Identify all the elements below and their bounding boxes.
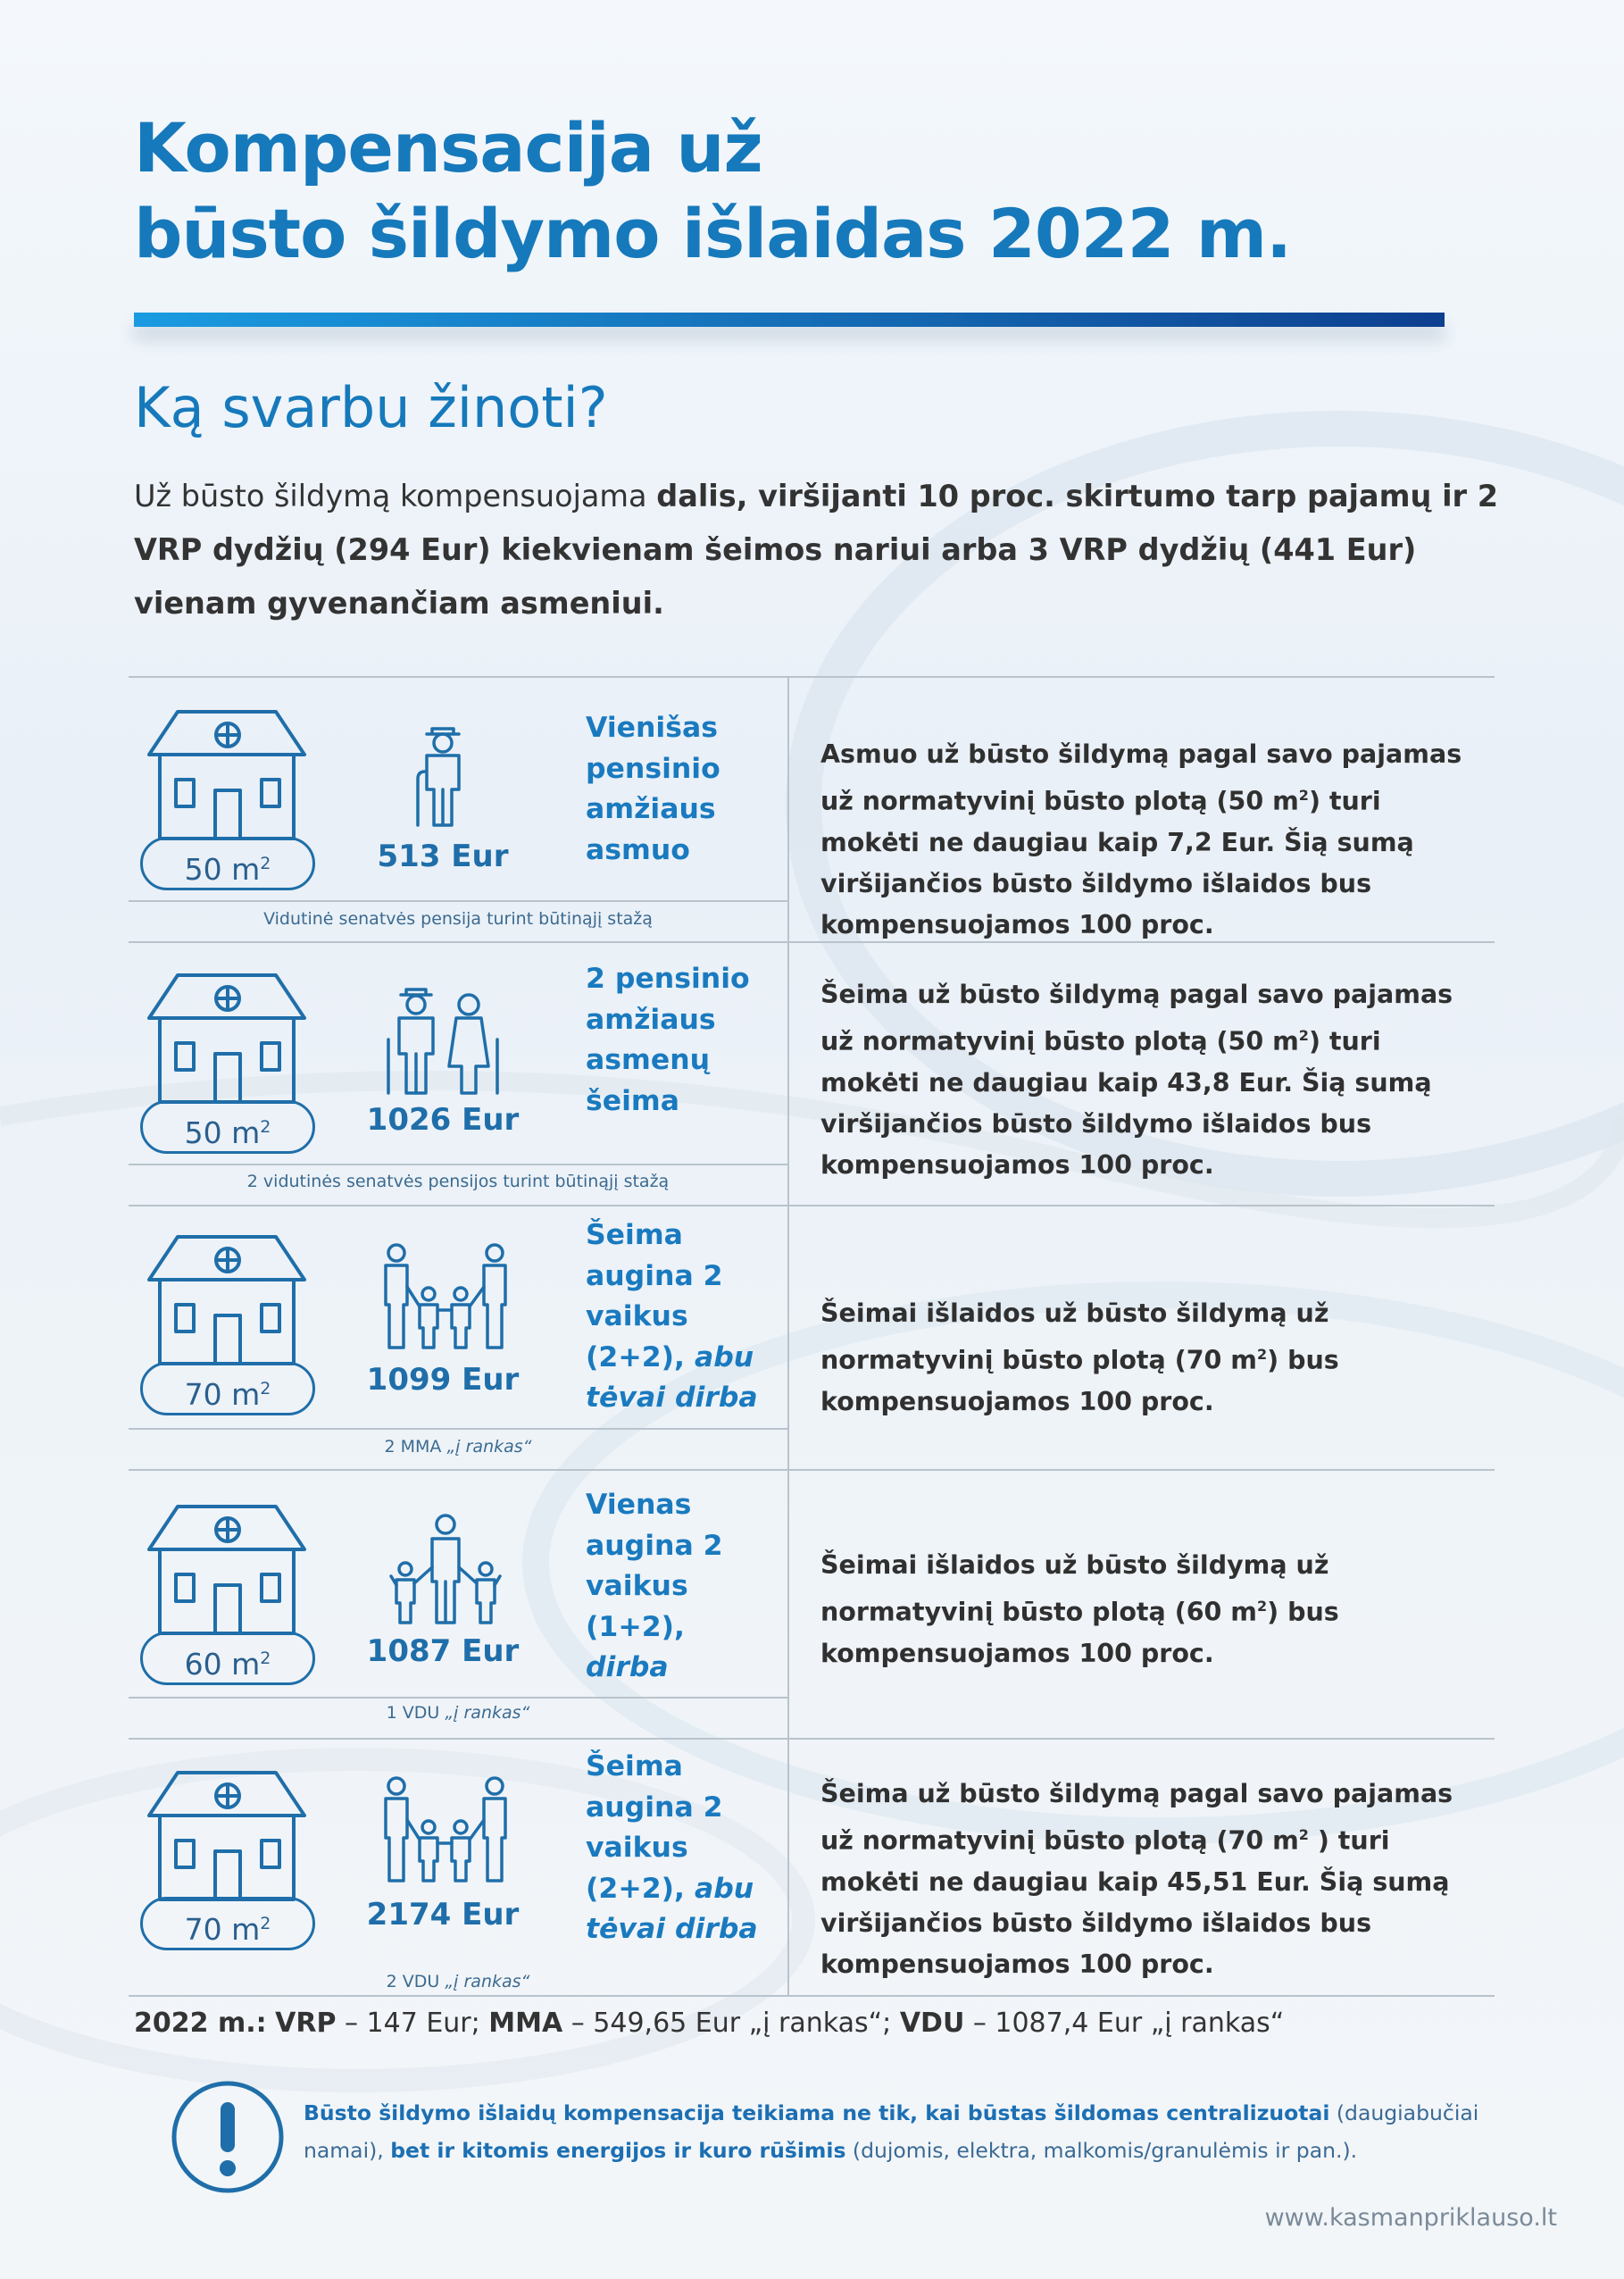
desc-text-end: ) turi mokėti ne daugiau kaip 45,51 Eur. Šią sumą viršijančios būsto šildymo išlaidos bus kompensuojamos 100 proc. xyxy=(820,1825,1450,1979)
table-row xyxy=(129,941,1495,1205)
area-sup: 2 xyxy=(260,1117,271,1137)
area-sup: 2 xyxy=(260,1914,271,1933)
area-value: 60 m xyxy=(184,1647,261,1682)
desc-text-end: ) turi mokėti ne daugiau kaip 43,8 Eur. Šią sumą viršijančios būsto šildymo išlaidos bus kompensuojamos 100 proc. xyxy=(820,1026,1432,1180)
household-type: Vienišas pensinio amžiaus asmuo xyxy=(586,712,720,866)
note-text: 2 VDU xyxy=(386,1972,446,1991)
compensation-description xyxy=(820,1293,1481,1423)
house-icon xyxy=(142,1503,312,1637)
desc-text: Asmuo už būsto šildymą pagal savo pajamas už normatyvinį būsto plotą (50 m xyxy=(820,739,1462,816)
desc-text-end: ) bus kompensuojamos 100 proc. xyxy=(820,1597,1339,1668)
compensation-description xyxy=(820,734,1481,946)
desc-sup: 2 xyxy=(1257,1598,1268,1615)
divider xyxy=(129,1995,787,1997)
desc-sup: 2 xyxy=(1257,1346,1268,1363)
family-two-children-icon xyxy=(379,1775,512,1887)
income-note: 2 vidutinės senatvės pensijos turint būtinąjį stažą xyxy=(246,1172,670,1191)
footnote-mma-label: MMA xyxy=(488,2008,563,2039)
desc-text-end: ) turi mokėti ne daugiau kaip 7,2 Eur. Šią sumą viršijančios būsto šildymo išlaidos bus kompensuojamos 100 proc. xyxy=(820,786,1414,939)
footnote-mma-value: – 549,65 Eur „į rankas“; xyxy=(562,2008,900,2039)
compensation-description xyxy=(820,974,1481,1186)
income-note xyxy=(129,1703,787,1723)
table-row xyxy=(129,1469,1495,1738)
area-label xyxy=(140,837,315,890)
table-row xyxy=(129,1205,1495,1469)
compensation-description xyxy=(820,1545,1481,1674)
footnote-vdu-value: – 1087,4 Eur „į rankas“ xyxy=(964,2008,1285,2039)
income-value: 1087 Eur xyxy=(366,1633,520,1669)
info-text-1: (daugiabučiai namai), xyxy=(304,2100,1479,2163)
elderly-couple-icon xyxy=(381,986,506,1098)
desc-text: Šeimai išlaidos už būsto šildymą už normatyvinį būsto plotą (70 m xyxy=(820,1298,1329,1375)
compensation-description xyxy=(820,1774,1481,1985)
note-italic: „į rankas“ xyxy=(446,1437,532,1457)
intro-paragraph xyxy=(134,470,1509,630)
area-value: 50 m xyxy=(184,1115,261,1150)
note-text: 1 VDU xyxy=(386,1703,446,1723)
area-label xyxy=(140,1100,315,1154)
household-type: 2 pensinio amžiaus asmenų šeima xyxy=(586,963,750,1117)
subtitle: Ką svarbu žinoti? xyxy=(134,375,608,440)
area-label xyxy=(140,1362,315,1415)
desc-text: Šeimai išlaidos už būsto šildymą už normatyvinį būsto plotą (60 m xyxy=(820,1550,1329,1627)
who-italic: abu tėvai dirba xyxy=(586,1340,758,1414)
title-line-2: būsto šildymo išlaidas 2022 m. xyxy=(134,194,1291,273)
single-parent-two-children-icon xyxy=(387,1514,504,1625)
income-note xyxy=(129,1972,787,1991)
desc-sup: 2 xyxy=(1298,1027,1309,1044)
area-label xyxy=(140,1897,315,1950)
table-row xyxy=(129,1738,1495,1995)
house-icon xyxy=(142,1233,312,1367)
area-value: 70 m xyxy=(184,1912,261,1947)
household-type xyxy=(586,1747,764,1950)
website-url: www.kasmanpriklauso.lt xyxy=(1264,2204,1557,2232)
income-note: Vidutinė senatvės pensija turint būtinąjį stažą xyxy=(263,909,653,929)
income-note xyxy=(129,1437,787,1457)
house-icon xyxy=(142,972,312,1106)
income-value: 1099 Eur xyxy=(366,1362,520,1398)
who-italic: abu tėvai dirba xyxy=(586,1872,758,1945)
title-line-1: Kompensacija už xyxy=(134,108,762,188)
footnote-vdu-label: VDU xyxy=(899,2008,965,2039)
area-sup: 2 xyxy=(260,1649,271,1668)
desc-text: Šeima už būsto šildymą pagal savo pajamas už normatyvinį būsto plotą (70 m xyxy=(820,1779,1453,1856)
household-type xyxy=(586,1485,764,1689)
desc-text-end: ) bus kompensuojamos 100 proc. xyxy=(820,1345,1339,1416)
intro-bold: dalis, viršijanti 10 proc. skirtumo tarp pajamų ir 2 VRP dydžių (294 Eur) kiekvienam šeimos nariui arba 3 VRP dydžių (441 Eur) vienam gyvenančiam asmeniui. xyxy=(134,479,1499,621)
note-text: 2 MMA xyxy=(384,1437,447,1457)
info-text-2: (dujomis, elektra, malkomis/granulėmis ir pan.). xyxy=(845,2138,1358,2163)
family-two-children-icon xyxy=(379,1242,512,1354)
footnote-vrp-label: VRP xyxy=(275,2008,337,2039)
desc-sup: 2 xyxy=(1298,787,1309,804)
elderly-person-icon xyxy=(407,725,479,828)
area-sup: 2 xyxy=(260,854,271,873)
info-bold-1: Būsto šildymo išlaidų kompensacija teikiama ne tik, kai būstas šildomas centralizuotai xyxy=(304,2100,1330,2125)
who-italic: dirba xyxy=(586,1651,669,1683)
note-italic: „į rankas“ xyxy=(445,1972,530,1991)
info-note xyxy=(304,2094,1527,2169)
who-text: Šeima augina 2 vaikus (2+2), xyxy=(586,1750,723,1905)
household-type xyxy=(586,1215,764,1419)
note-italic: „į rankas“ xyxy=(445,1703,530,1723)
income-value: 513 Eur xyxy=(377,839,509,874)
info-bold-2: bet ir kitomis energijos ir kuro rūšimis xyxy=(390,2138,846,2163)
definitions-footnote xyxy=(134,2008,1284,2039)
intro-text: Už būsto šildymą kompensuojama xyxy=(134,479,657,513)
footnote-year: 2022 m.: xyxy=(134,2008,267,2039)
who-text: Šeima augina 2 vaikus (2+2), xyxy=(586,1219,723,1373)
title-underline xyxy=(134,313,1445,327)
house-icon xyxy=(142,1769,312,1903)
desc-sup: 2 xyxy=(1298,1826,1309,1843)
footnote-vrp-value: – 147 Eur; xyxy=(336,2008,489,2039)
area-value: 70 m xyxy=(184,1377,261,1412)
desc-text: Šeima už būsto šildymą pagal savo pajamas už normatyvinį būsto plotą (50 m xyxy=(820,980,1453,1056)
divider xyxy=(787,1995,1495,1997)
area-value: 50 m xyxy=(184,852,261,887)
income-value: 2174 Eur xyxy=(366,1897,520,1933)
house-icon xyxy=(142,708,312,842)
income-value: 1026 Eur xyxy=(366,1102,520,1138)
page-title xyxy=(134,105,1291,277)
area-sup: 2 xyxy=(260,1379,271,1398)
area-label xyxy=(140,1632,315,1685)
exclamation-icon xyxy=(170,2079,286,2195)
table-row xyxy=(129,676,1495,941)
who-text: Vienas augina 2 vaikus (1+2), xyxy=(586,1489,723,1643)
